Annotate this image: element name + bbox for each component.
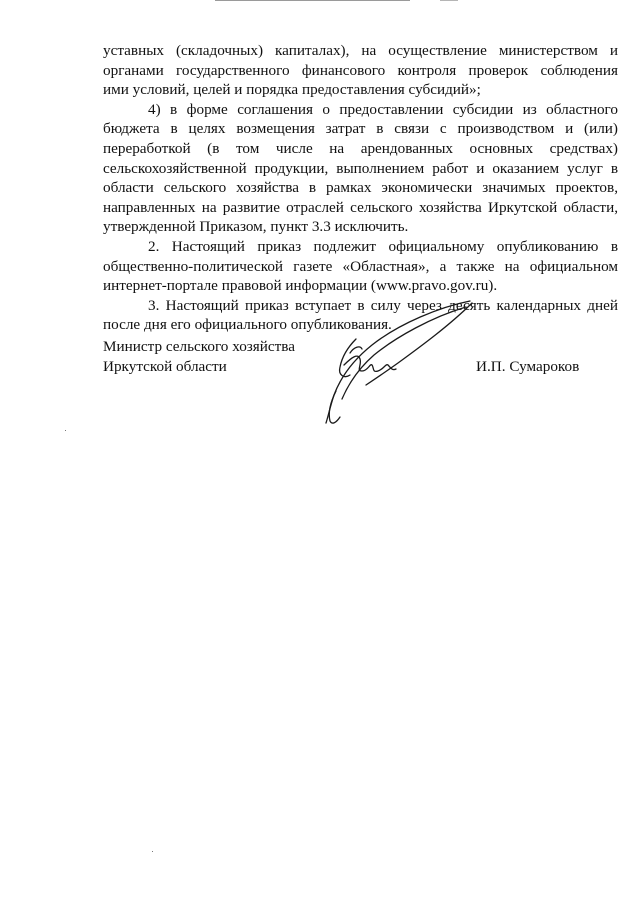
text-line: уставных (складочных) капиталах), на осуществление министерством и — [103, 42, 618, 59]
text-line: 2. Настоящий приказ подлежит официальному опубликованию в — [148, 237, 618, 255]
signatory-position — [103, 337, 295, 376]
text-line: переработкой (в том числе на арендованных основных средствах) — [103, 139, 618, 157]
text-line: интернет-портале правовой информации (www.pravo.gov.ru). — [103, 277, 498, 295]
handwritten-signature — [300, 295, 480, 430]
text-line: ими условий, целей и порядка предоставления субсидий»; — [103, 81, 481, 99]
position-line: Иркутской области — [103, 357, 227, 375]
document-body — [103, 41, 618, 335]
signatory-name: И.П. Сумароков — [476, 358, 580, 375]
text-line: органами государственного финансового контроля проверок соблюдения — [103, 61, 618, 79]
text-line: области сельского хозяйства в рамках экономически значимых проектов, — [103, 179, 618, 197]
position-line: Министр сельского хозяйства — [103, 338, 296, 355]
paragraph-continuation — [103, 41, 618, 100]
text-line: утвержденной Приказом, пункт 3.3 исключить. — [103, 218, 409, 236]
paragraph-item-2 — [103, 237, 618, 296]
scan-edge-mark — [440, 0, 458, 1]
scan-edge-mark — [215, 0, 410, 1]
text-line: направленных на развитие отраслей сельского хозяйства Иркутской области, — [103, 198, 618, 216]
text-line: сельскохозяйственной продукции, выполнением работ и оказанием услуг в — [103, 159, 618, 177]
scan-speck — [152, 851, 153, 852]
text-line: бюджета в целях возмещения затрат в связи с производством и (или) — [103, 120, 618, 138]
text-line: общественно-политической газете «Областная», а также на официальном — [103, 257, 618, 275]
text-line: 4) в форме соглашения о предоставлении субсидии из областного — [148, 100, 618, 118]
text-line: после дня его официального опубликования. — [103, 316, 392, 334]
scan-speck — [65, 430, 66, 431]
text-line: 3. Настоящий приказ вступает в силу через десять календарных дней — [148, 296, 618, 314]
paragraph-item-4 — [103, 100, 618, 237]
